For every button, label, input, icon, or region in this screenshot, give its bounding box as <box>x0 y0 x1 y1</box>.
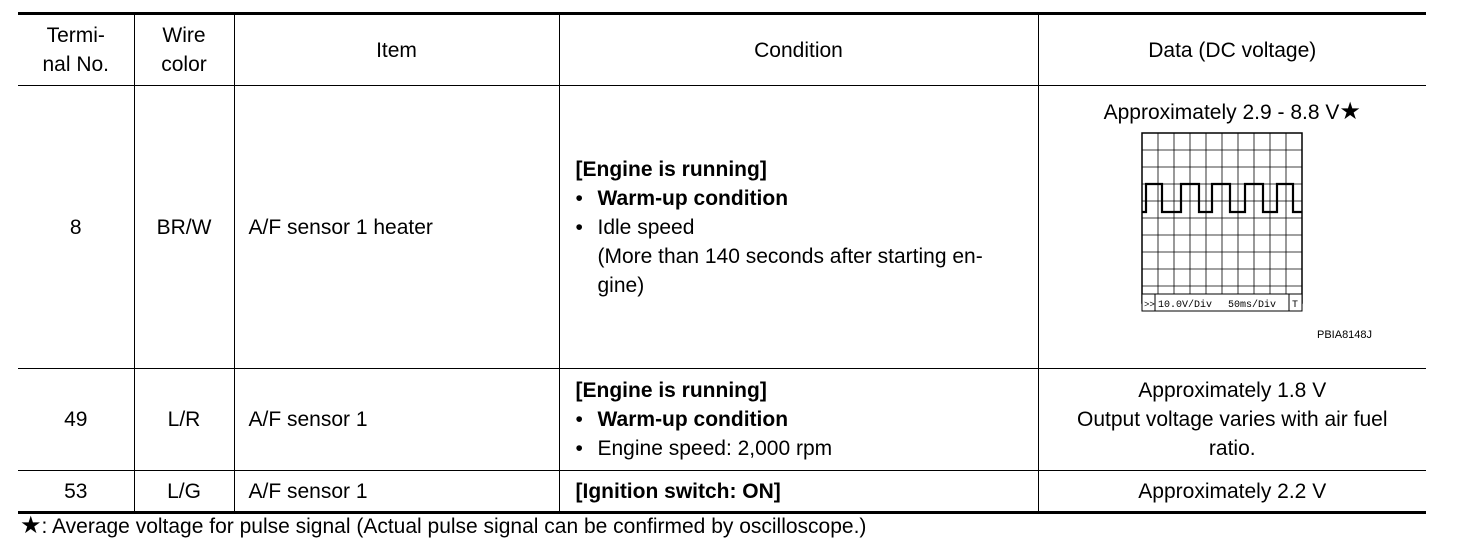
condition-bullet: • Idle speed <box>576 213 1032 242</box>
terminal-cell: 8 <box>18 86 134 369</box>
terminal-cell: 49 <box>18 369 134 471</box>
table-row <box>18 86 1426 369</box>
data-cell: Approximately 2.2 V <box>1038 471 1426 513</box>
footnote <box>20 512 867 539</box>
condition-bullet: • Engine speed: 2,000 rpm <box>576 434 1032 463</box>
wire-color-cell: BR/W <box>134 86 234 369</box>
wire-color-cell: L/R <box>134 369 234 471</box>
header-condition: Condition <box>559 14 1038 86</box>
header-data: Data (DC voltage) <box>1038 14 1426 86</box>
table-row <box>18 369 1426 471</box>
oscilloscope-screen <box>1117 133 1373 345</box>
header-terminal: Termi- nal No. <box>18 14 134 86</box>
scope-left-marker: >> <box>1144 300 1156 310</box>
condition-bullet: • Warm-up condition <box>576 405 1032 434</box>
header-wire-color: Wire color <box>134 14 234 86</box>
condition-cell <box>559 369 1038 471</box>
item-cell: A/F sensor 1 <box>234 369 559 471</box>
data-value: Approximately 2.9 - 8.8 V★ <box>1103 98 1361 125</box>
star-icon: ★ <box>20 512 42 539</box>
footnote-text: : Average voltage for pulse signal (Actual pulse signal can be confirmed by oscilloscope.) <box>41 515 867 538</box>
terminal-cell: 53 <box>18 471 134 513</box>
terminal-data-table <box>18 12 1426 514</box>
header-row <box>18 14 1426 86</box>
star-icon: ★ <box>1339 98 1361 125</box>
data-cell <box>1038 86 1426 369</box>
figure-id: PBIA8148J <box>1317 329 1373 341</box>
header-item: Item <box>234 14 559 86</box>
data-cell: Approximately 1.8 V Output voltage varies with air fuel ratio. <box>1038 369 1426 471</box>
oscilloscope-figure <box>1117 133 1373 345</box>
wire-color-cell: L/G <box>134 471 234 513</box>
condition-bullet: • Warm-up condition <box>576 184 1032 213</box>
condition-cell: [Ignition switch: ON] <box>559 471 1038 513</box>
condition-cell <box>559 86 1038 369</box>
scope-volt-div: 10.0V/Div <box>1158 300 1213 311</box>
item-cell: A/F sensor 1 heater <box>234 86 559 369</box>
scope-trigger-marker: T <box>1292 300 1299 311</box>
condition-header: [Engine is running] <box>575 379 767 402</box>
scope-time-div: 50ms/Div <box>1228 300 1277 311</box>
item-cell: A/F sensor 1 <box>234 471 559 513</box>
condition-note: (More than 140 seconds after starting en- gine) <box>597 244 983 297</box>
condition-header: [Engine is running] <box>575 157 767 181</box>
table-row <box>18 471 1426 513</box>
